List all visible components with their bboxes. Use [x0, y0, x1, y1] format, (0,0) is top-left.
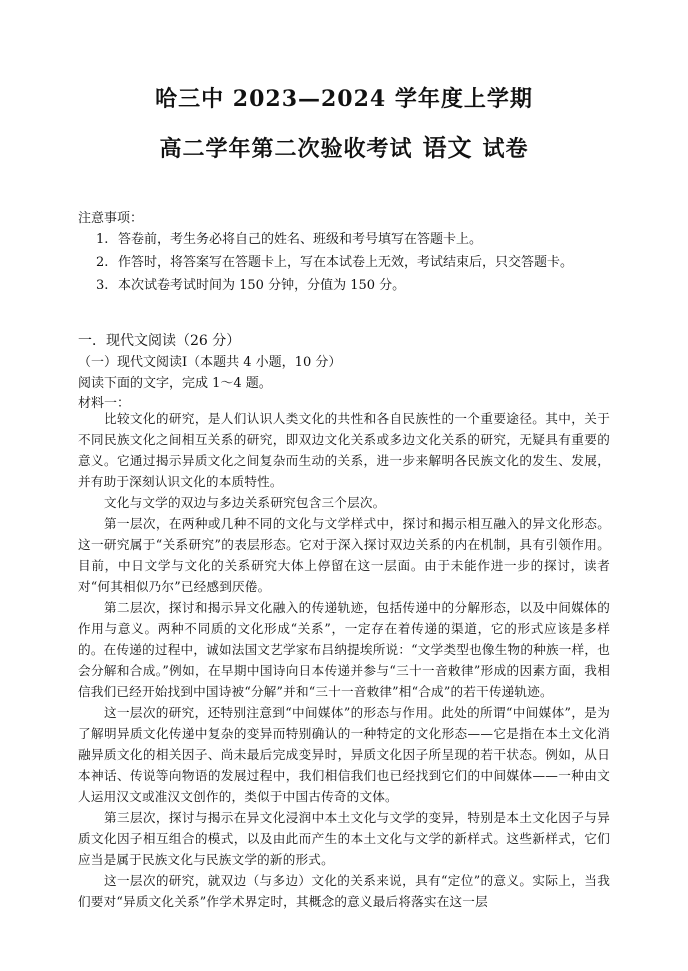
reading-instruction: 阅读下面的文字，完成 1～4 题。 — [78, 376, 272, 391]
exam-title-suffix: 试卷 — [482, 136, 529, 162]
paragraph: 文化与文学的双边与多边关系研究包含三个层次。 — [104, 495, 386, 510]
paragraph: 这一层次的研究，还特别注意到“中间媒体”的形态与作用。此处的所谓“中间媒体”，是为了解明异质文化传递中复杂的变异而特别确认的一种特定的文化形态——它是指在本土文化消融异质文化的相关因子、尚未最后完成变异时，异质文化因子所呈现的若干状态。例如，从日本神话、传说等向物语的发展过程中，我们相信我们也已经找到它们的中间媒体——一种由文人运用汉文或准汉文创作的，类似于中国古传奇的文体。 — [78, 705, 610, 804]
note-item — [96, 274, 656, 297]
paragraph: 第三层次，探讨与揭示在异文化浸润中本土文化与文学的变异，特别是本土文化因子与异质文化因子相互组合的模式，以及由此而产生的本土文化与文学的新样式。这些新样式，它们应当是属于民族文化与民族文学的新的形式。 — [78, 810, 610, 867]
paragraph: 第一层次，在两种或几种不同的文化与文学样式中，探讨和揭示相互融入的异文化形态。这一研究属于“关系研究”的表层形态。它对于深入探讨双边关系的内在机制，具有引领作用。目前，中日文学与文化的关系研究大体上停留在这一层面。由于未能作进一步的探讨，读者对“何其相似乃尔”已经感到厌倦。 — [78, 516, 610, 594]
reading-passage — [78, 408, 610, 912]
paragraph: 比较文化的研究，是人们认识人类文化的共性和各自民族性的一个重要途径。其中，关于不同民族文化之间相互关系的研究，即双边文化关系或多边文化关系的研究，无疑具有重要的意义。它通过揭示异质文化之间复杂而生动的关系，进一步来解明各民族文化的发生、发展，并有助于深刻认识文化的本质特性。 — [78, 411, 610, 489]
note-text: 作答时，将答案写在答题卡上，写在本试卷上无效，考试结束后，只交答题卡。 — [118, 255, 574, 270]
notes-list — [96, 228, 656, 297]
exam-title-line2 — [0, 128, 688, 163]
note-item — [96, 228, 656, 251]
note-number: 1. — [96, 232, 109, 247]
note-text: 本次试卷考试时间为 150 分钟，分值为 150 分。 — [118, 278, 406, 293]
note-number: 3. — [96, 278, 109, 293]
subsection-title: （一）现代文阅读Ⅰ（本题共 4 小题，10 分） — [78, 355, 342, 370]
note-number: 2. — [96, 255, 109, 270]
exam-subject: 语文 — [422, 133, 473, 162]
notes-heading: 注意事项： — [78, 211, 144, 226]
note-text: 答卷前，考生务必将自己的姓名、班级和考号填写在答题卡上。 — [118, 232, 483, 247]
section-title: 一．现代文阅读（26 分） — [78, 333, 241, 349]
note-item — [96, 251, 656, 274]
paragraph: 第二层次，探讨和揭示异文化融入的传递轨迹，包括传递中的分解形态，以及中间媒体的作用与意义。两种不同质的文化形成“关系”，一定存在着传递的渠道，它的形式应该是多样的。在传递的过程中，诚如法国文艺学家布吕纳提埃所说：“文学类型也像生物的种族一样，也会分解和合成。”例如，在早期中国诗向日本传递并参与“三十一音敕律”形成的因素方面，我相信我们已经开始找到中国诗被“分解”并和“三十一音敕律”相“合成”的若干传递轨迹。 — [78, 600, 610, 699]
paragraph: 这一层次的研究，就双边（与多边）文化的关系来说，具有“定位”的意义。实际上，当我们要对“异质文化关系”作学术界定时，其概念的意义最后将落实在这一层 — [78, 873, 610, 909]
material-label: 材料一： — [78, 396, 131, 411]
exam-title-line1: 哈三中 2023—2024 学年度上学期 — [155, 86, 533, 112]
exam-title-prefix: 高二学年第二次验收考试 — [159, 136, 413, 162]
